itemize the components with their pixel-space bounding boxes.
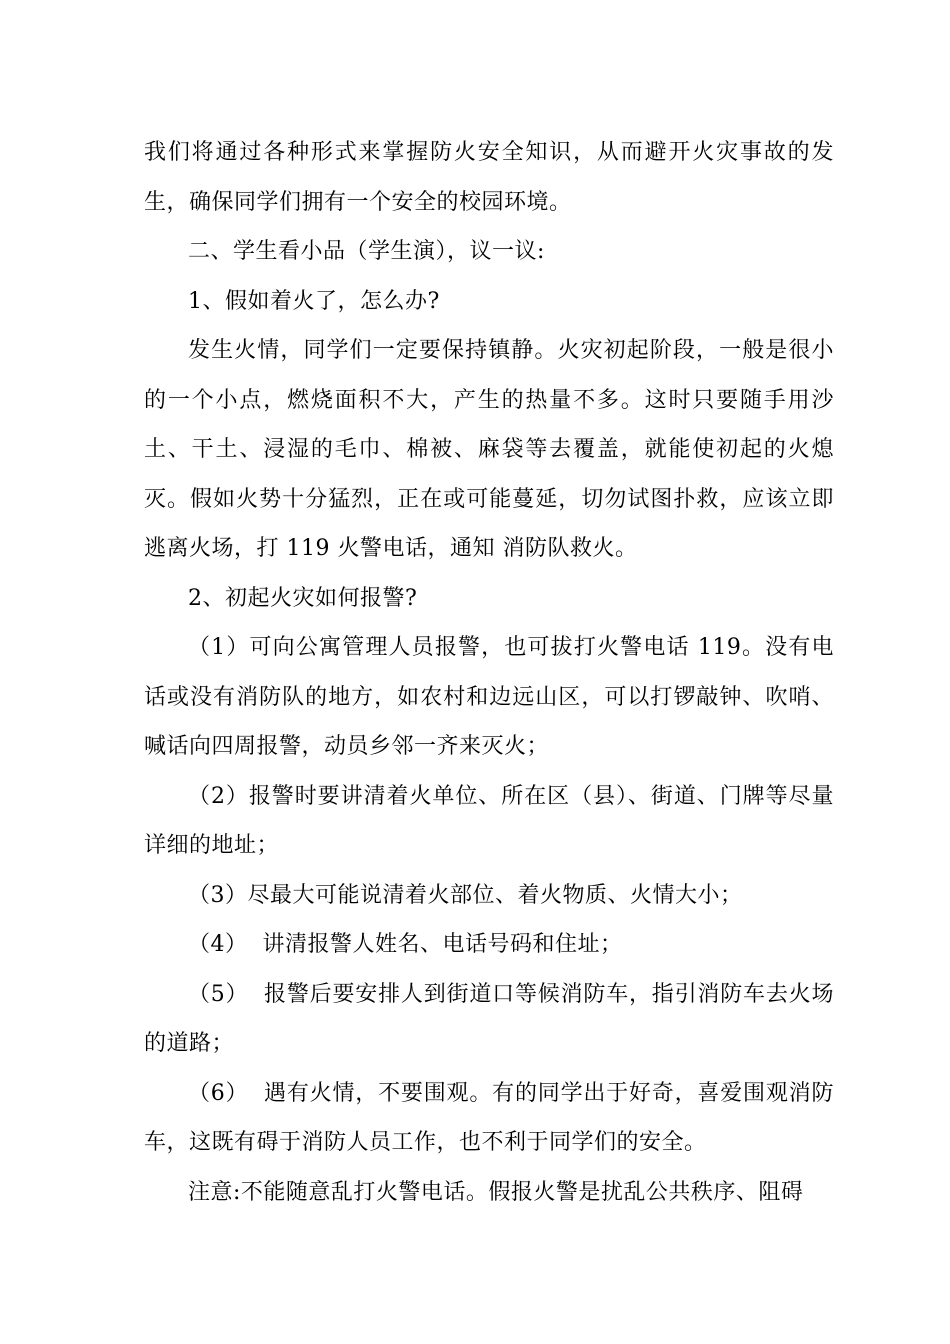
note-paragraph: 注意:不能随意乱打火警电话。假报火警是扰乱公共秩序、阻碍 bbox=[188, 1179, 804, 1205]
paragraph-fire-response: 发生火情，同学们一定要保持镇静。火灾初起阶段，一般是很小的一个小点，燃烧面积不大，产生的热量不多。这时只要随手用沙土、干土、浸湿的毛巾、棉被、麻袋等去覆盖，就能使初起的火熄灭。假如火势十分猛烈，正在或可能蔓延，切勿试图扑救，应该立即逃离火场，打 119 火警电话，通知 消防队救火。 bbox=[144, 338, 834, 561]
list-item-4: （4） 讲清报警人姓名、电话号码和住址； bbox=[188, 932, 623, 957]
document-body bbox=[144, 128, 834, 1217]
question-1: 1、假如着火了，怎么办? bbox=[188, 288, 440, 314]
list-item-5: （5） 报警后要安排人到街道口等候消防车，指引消防车去火场的道路； bbox=[144, 981, 834, 1056]
list-item-2: （2）报警时要讲清着火单位、所在区（县）、街道、门牌等尽量详细的地址； bbox=[144, 783, 834, 858]
paragraph-1: 我们将通过各种形式来掌握防火安全知识，从而避开火灾事故的发生，确保同学们拥有一个安全的校园环境。 bbox=[144, 140, 834, 215]
section-heading-2: 二、学生看小品（学生演），议一议: bbox=[188, 239, 545, 264]
question-2: 2、初起火灾如何报警? bbox=[188, 585, 418, 611]
list-item-3: （3）尽最大可能说清着火部位、着火物质、火情大小； bbox=[188, 882, 743, 908]
list-item-6: （6） 遇有火情，不要围观。有的同学出于好奇，喜爱围观消防车，这既有碍于消防人员工作，也不利于同学们的安全。 bbox=[144, 1080, 834, 1155]
list-item-1: （1）可向公寓管理人员报警，也可拔打火警电话 119。没有电话或没有消防队的地方，如农村和边远山区，可以打锣敲钟、吹哨、喊话向四周报警，动员乡邻一齐来灭火； bbox=[144, 635, 834, 759]
